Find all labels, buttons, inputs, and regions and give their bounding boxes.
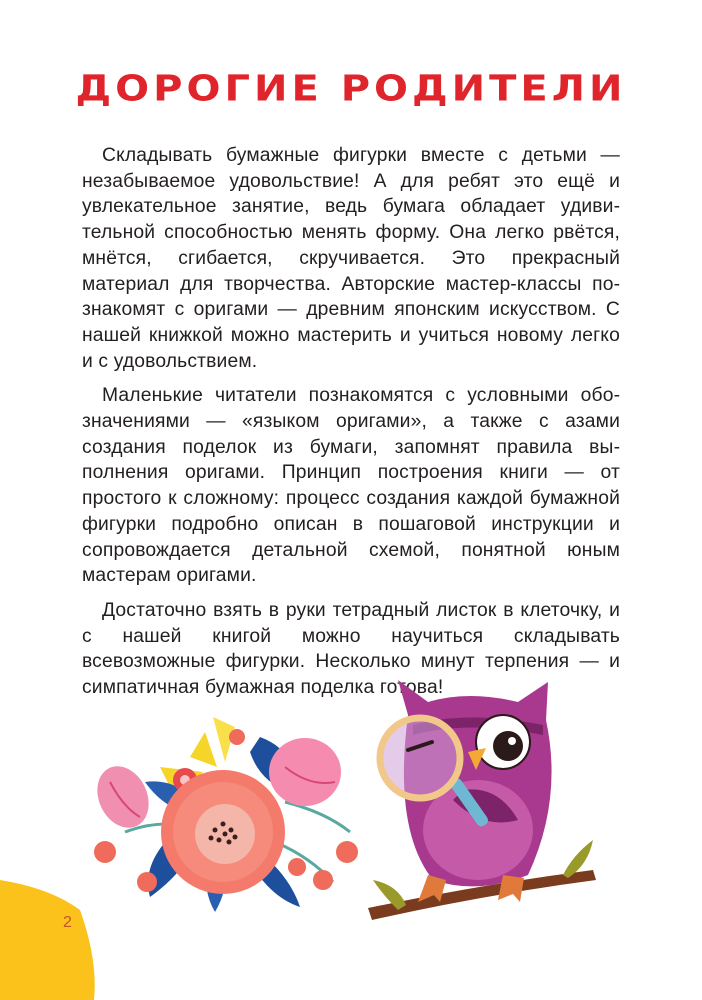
page-number: 2 xyxy=(63,914,72,931)
page-corner-decoration xyxy=(0,880,98,1000)
paragraph-2: Маленькие читатели познакомятся с условными обозначениями — «языком оригами», а также с азами создания поделок из бумаги, запомнят правила выполнения оригами. Принцип построения книги — от простого к сложному: процесс создания каждой бумажной фигурки подробно описан в пошаговой инструкции и сопровождается детальной схемой, понятной юным мастерам оригами. xyxy=(82,385,620,587)
owl-with-magnifying-glass-illustration xyxy=(368,680,603,925)
page-title: ДОРОГИЕ РОДИТЕЛИ xyxy=(75,68,627,110)
paragraph-3: Достаточно взять в руки тетрадный листок в клеточку, и с нашей книгой можно научиться складывать всевозможные фигурки. Несколько минут терпения — и симпатичная бумажная поделка готова! xyxy=(82,599,620,699)
flower-bouquet-illustration xyxy=(85,712,370,917)
body-text xyxy=(82,143,620,710)
paragraph-1: Складывать бумажные фигурки вместе с детьми — незабываемое удовольствие! А для ребят это ещё и увлекательное занятие, ведь бумага обладает удивительной способностью менять форму. Она легко рвётся, мнётся, сгибается, скручивается. Это прекрасный материал для творчества. Авторские мастер-классы познакомят с оригами — древним японским искусством. С нашей книжкой можно мастерить и учиться новому легко и с удовольствием. xyxy=(82,145,620,372)
